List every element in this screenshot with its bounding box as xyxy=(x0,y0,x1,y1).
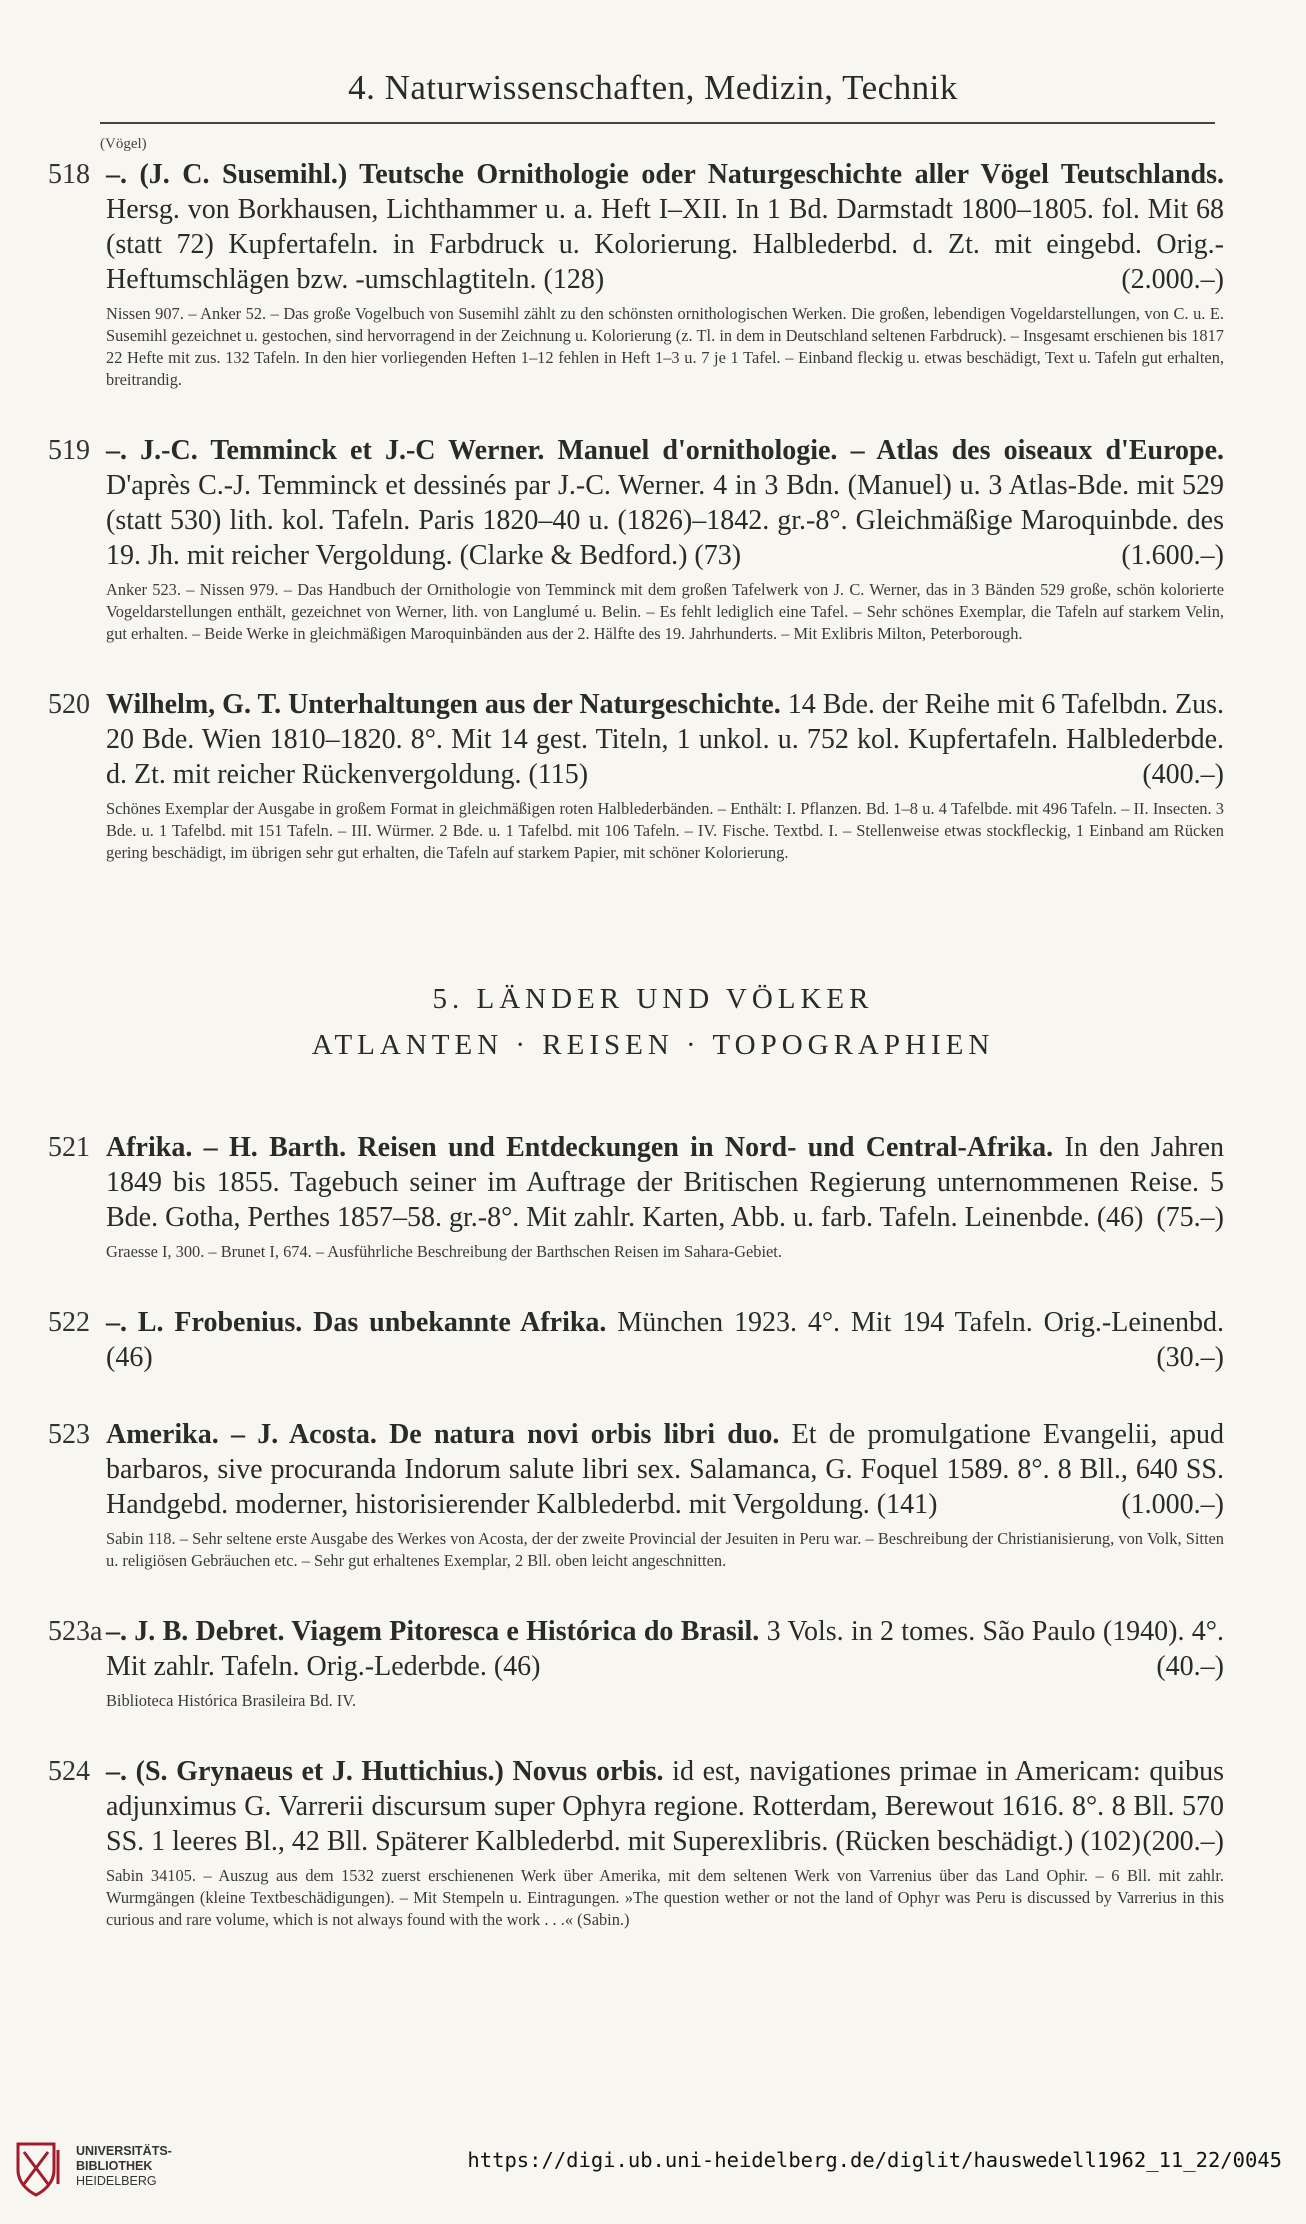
entry-note: Sabin 34105. – Auszug aus dem 1532 zuerst erschienenen Werk über Amerika, mit dem seltenen Werk von Varrenius über das Land Ophir. – 6 Bll. mit zahlr. Wurmgängen (kleine Textbeschädigungen). – Mit Stempeln u. Eintragungen. »The question wether or not the land of Ophyr was Peru is discussed by Varrerius in this curious and rare volume, which is not always found with the work . . .« (Sabin.) xyxy=(106,1866,1224,1929)
entry-body: In den Jahren 1849 bis 1855. Tagebuch seiner im Auftrage der Britischen Regierung unternommenen Reise. 5 Bde. Gotha, Perthes 1857–58. gr.-8°. Mit zahlr. Karten, Abb. u. farb. Tafeln. Leinenbde. (46) xyxy=(106,1132,1225,1233)
estimate-price: (1.000.–) xyxy=(1121,1489,1224,1520)
estimate-price: (30.–) xyxy=(1156,1342,1224,1373)
lot-number: 518 xyxy=(48,159,90,190)
entry-body: Hersg. von Borkhausen, Lichthammer u. a. Heft I–XII. In 1 Bd. Darmstadt 1800–1805. fol. Mit 68 (statt 72) Kupfertafeln. in Farbdruck u. Kolorierung. Halblederbd. d. Zt. mit eingebd. Orig.-Heftumschlägen bzw. -umschlagtiteln. (128) xyxy=(106,194,1224,295)
entry-note: Schönes Exemplar der Ausgabe in großem Format in gleichmäßigen roten Halblederbänden. – Enthält: I. Pflanzen. Bd. 1–8 u. 4 Tafelbde. mit 496 Tafeln. – II. Insecten. 3 Bde. u. 1 Tafelbd. mit 151 Tafeln. – III. Würmer. 2 Bde. u. 1 Tafelbd. mit 106 Tafeln. – IV. Fische. Textbd. I. – Stellenweise etwas stockfleckig, 1 Einband am Rücken gering beschädigt, im übrigen sehr gut erhalten, die Tafeln auf starkem Papier, mit schöner Kolorierung. xyxy=(106,799,1224,862)
catalog-entry xyxy=(0,1130,1306,1263)
section-title: 5. LÄNDER UND VÖLKER xyxy=(432,983,874,1015)
lot-number: 519 xyxy=(48,435,90,466)
entry-note: Graesse I, 300. – Brunet I, 674. – Ausführliche Beschreibung der Barthschen Reisen im Sahara-Gebiet. xyxy=(106,1242,782,1261)
catalog-entry xyxy=(0,157,1306,391)
estimate-price: (75.–) xyxy=(1156,1202,1224,1233)
entry-title: –. (J. C. Susemihl.) Teutsche Ornithologie oder Naturgeschichte aller Vögel Teutschlands. xyxy=(106,159,1224,190)
entry-title: Wilhelm, G. T. Unterhaltungen aus der Naturgeschichte. xyxy=(106,689,781,720)
logo-line: UNIVERSITÄTS- xyxy=(76,2144,172,2158)
library-logo xyxy=(14,2140,204,2200)
entry-title: Afrika. – H. Barth. Reisen und Entdeckungen in Nord- und Central-Afrika. xyxy=(106,1132,1054,1163)
entry-body: München 1923. 4°. Mit 194 Tafeln. Orig.-Leinenbd. (46) xyxy=(106,1307,1224,1373)
lot-number: 522 xyxy=(48,1307,90,1338)
catalog-entry xyxy=(0,1417,1306,1572)
section-subtitle: ATLANTEN · REISEN · TOPOGRAPHIEN xyxy=(311,1029,995,1061)
entry-title: –. L. Frobenius. Das unbekannte Afrika. xyxy=(106,1307,607,1338)
entry-note: Biblioteca Histórica Brasileira Bd. IV. xyxy=(106,1691,357,1710)
university-shield-icon xyxy=(14,2140,70,2198)
catalog-entry xyxy=(0,687,1306,864)
entry-title: –. J.-C. Temminck et J.-C Werner. Manuel d'ornithologie. – Atlas des oiseaux d'Europe. xyxy=(106,435,1224,466)
entry-description xyxy=(106,1754,1224,1859)
entry-body: D'après C.-J. Temminck et dessinés par J.-C. Werner. 4 in 3 Bdn. (Manuel) u. 3 Atlas-Bde. mit 529 (statt 530) lith. kol. Tafeln. Paris 1820–40 u. (1826)–1842. gr.-8°. Gleichmäßige Maroquinbde. des 19. Jh. mit reicher Vergoldung. (Clarke & Bedford.) (73) xyxy=(106,470,1224,571)
entries-group-birds xyxy=(0,157,1306,864)
entry-description xyxy=(106,1614,1224,1684)
entry-description xyxy=(106,157,1224,297)
entry-body: 3 Vols. in 2 tomes. São Paulo (1940). 4°. Mit zahlr. Tafeln. Orig.-Lederbde. (46) xyxy=(106,1616,1224,1682)
estimate-price: (40.–) xyxy=(1156,1651,1224,1682)
lot-number: 524 xyxy=(48,1756,90,1787)
lot-number: 521 xyxy=(48,1132,90,1163)
logo-line: BIBLIOTHEK xyxy=(76,2159,153,2173)
entry-description xyxy=(106,1130,1224,1235)
page-content xyxy=(0,136,1306,1973)
library-name xyxy=(76,2144,172,2189)
lot-number: 523a xyxy=(48,1616,103,1647)
entry-body: 14 Bde. der Reihe mit 6 Tafelbdn. Zus. 20 Bde. Wien 1810–1820. 8°. Mit 14 gest. Titeln, 1 unkol. u. 752 kol. Kupfertafeln. Halblederbde. d. Zt. mit reicher Rückenvergoldung. (115) xyxy=(106,689,1224,790)
entry-title: –. (S. Grynaeus et J. Huttichius.) Novus orbis. xyxy=(106,1756,664,1787)
lot-number: 520 xyxy=(48,689,90,720)
catalog-entry xyxy=(0,1754,1306,1931)
estimate-price: (200.–) xyxy=(1142,1826,1224,1857)
header-rule xyxy=(100,122,1215,124)
entry-body: id est, navigationes primae in Americam: quibus adjunximus G. Varrerii discursum super Ophyra regione. Rotterdam, Berewout 1616. 8°. 8 Bll. 570 SS. 1 leeres Bl., 42 Bll. Späterer Kalblederbd. mit Superexlibris. (Rücken beschädigt.) (102) xyxy=(106,1756,1225,1857)
entry-description xyxy=(106,433,1224,573)
catalog-entry xyxy=(0,433,1306,645)
entry-note: Nissen 907. – Anker 52. – Das große Vogelbuch von Susemihl zählt zu den schönsten ornithologischen Werken. Die großen, lebendigen Vogeldarstellungen, von C. u. E. Susemihl gezeichnet u. gestochen, sind hervorragend in der Zeichnung u. Kolorierung (z. Tl. in dem in Deutschland seltenen Farbdruck). – Insgesamt erschienen bis 1817 22 Hefte mit zus. 132 Tafeln. In den hier vorliegenden Heften 1–12 fehlen in Heft 1–3 u. 7 je 1 Tafel. – Einband fleckig u. etwas beschädigt, Text u. Tafeln gut erhalten, breitrandig. xyxy=(106,304,1224,389)
entry-note: Sabin 118. – Sehr seltene erste Ausgabe des Werkes von Acosta, der der zweite Provincial der Jesuiten in Peru war. – Beschreibung der Christianisierung, von Volk, Sitten u. religiösen Gebräuchen etc. – Sehr gut erhaltenes Exemplar, 2 Bll. oben leicht angeschnitten. xyxy=(106,1529,1224,1570)
entry-description xyxy=(106,687,1224,792)
catalog-entry xyxy=(0,1305,1306,1375)
running-header: 4. Naturwissenschaften, Medizin, Technik xyxy=(348,68,958,107)
entries-group-travel xyxy=(0,1130,1306,1931)
source-url[interactable]: https://digi.ub.uni-heidelberg.de/diglit/hauswedell1962_11_22/0045 xyxy=(467,2148,1282,2172)
entry-title: Amerika. – J. Acosta. De natura novi orbis libri duo. xyxy=(106,1419,780,1450)
entry-note: Anker 523. – Nissen 979. – Das Handbuch der Ornithologie von Temminck mit dem großen Tafelwerk von J. C. Werner, das in 3 Bänden 529 große, schön kolorierte Vogeldarstellungen enthält, gezeichnet von Werner, lith. von Langlumé u. Belin. – Es fehlt lediglich eine Tafel. – Sehr schönes Exemplar, die Tafeln auf starkem Velin, gut erhalten. – Beide Werke in gleichmäßigen Maroquinbänden aus der 2. Hälfte des 19. Jahrhunderts. – Mit Exlibris Milton, Peterborough. xyxy=(106,580,1224,643)
estimate-price: (400.–) xyxy=(1142,759,1224,790)
entry-body: Et de promulgatione Evangelii, apud barbaros, sive procuranda Indorum salute libri sex. Salamanca, G. Foquel 1589. 8°. 8 Bll., 640 SS. Handgebd. moderner, historisierender Kalblederbd. mit Vergoldung. (141) xyxy=(106,1419,1224,1520)
entry-description xyxy=(106,1417,1224,1522)
estimate-price: (2.000.–) xyxy=(1121,264,1224,295)
estimate-price: (1.600.–) xyxy=(1121,540,1224,571)
entry-description xyxy=(106,1305,1224,1375)
lot-number: 523 xyxy=(48,1419,90,1450)
subsection-label: (Vögel) xyxy=(100,136,147,152)
logo-line: HEIDELBERG xyxy=(76,2174,157,2188)
catalog-entry xyxy=(0,1614,1306,1712)
entry-title: –. J. B. Debret. Viagem Pitoresca e Histórica do Brasil. xyxy=(106,1616,760,1647)
